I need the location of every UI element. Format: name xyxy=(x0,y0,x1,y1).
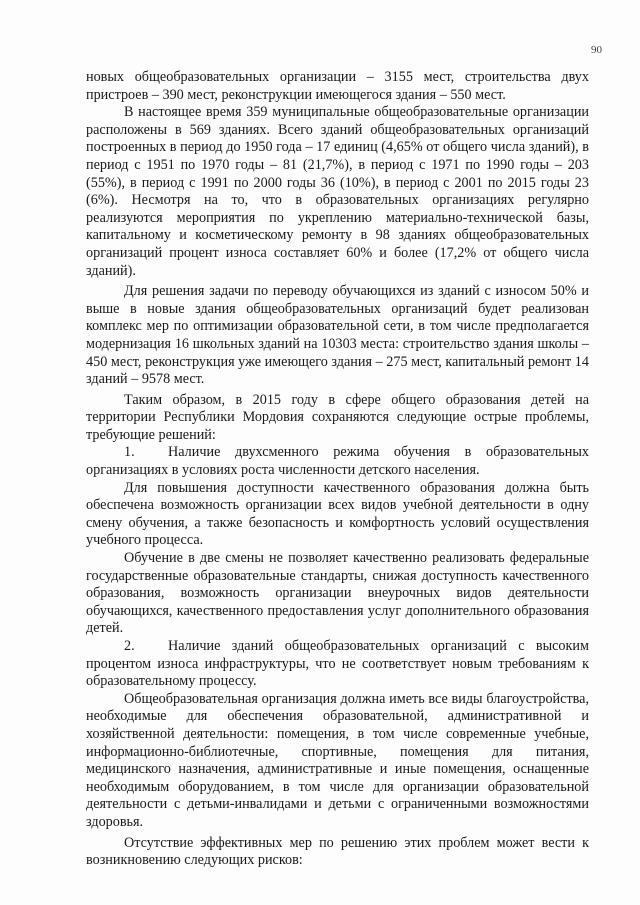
numbered-item-1-text: Наличие двухсменного режима обучения в образовательных организациях в условиях роста численности детского населения. xyxy=(86,444,589,479)
paragraph-accessibility: Для повышения доступности качественного образования должна быть обеспечена возможность организации всех видов учебной деятельности в одну смену обучения, а также безопасность и комфортность условий осуществления учебного процесса. xyxy=(86,479,589,549)
paragraph-problems-intro: Таким образом, в 2015 году в сфере общего образования детей на территории Республики Мордовия сохраняются следующие острые проблемы, требующие решений: xyxy=(86,391,589,443)
numbered-item-2-number: 2. xyxy=(124,638,135,654)
paragraph-continuation: новых общеобразовательных организации – 3155 мест, строительства двух пристроев – 390 мест, реконструкции имеющегося здания – 550 мест. xyxy=(86,69,589,103)
numbered-item-1-number: 1. xyxy=(124,444,135,461)
paragraph-requirements: Общеобразовательная организация должна иметь все виды благоустройства, необходимые для обеспечения образовательной, административной и хозяйственной деятельности: помещения, в том числе современные учебные, информационно-библиотечные, спортивные, помещения для питания, медицинского назначения, административные и иные помещения, оснащенные необходимым оборудованием, в том числе для организации образовательной деятельности с детьми-инвалидами и детьми с ограниченными возможностями здоровья. xyxy=(86,690,589,830)
numbered-item-2-text: Наличие зданий общеобразовательных организаций с высоким процентом износа инфраструктуры, что не соответствует новым требованиям к образовательному процессу. xyxy=(86,638,589,690)
paragraph-modernization: Для решения задачи по переводу обучающихся из зданий с износом 50% и выше в новые здания общеобразовательных организаций будет реализован комплекс мер по оптимизации образовательной сети, в том числе предполагается модернизация 16 школьных зданий на 10303 места: строительство здания школы – 450 мест, реконструкция уже имеющего здания – 275 мест, капитальный ремонт 14 зданий – 9578 мест. xyxy=(86,283,589,388)
page-number: 90 xyxy=(591,44,602,56)
numbered-item-2 xyxy=(86,638,589,691)
paragraph-buildings-statistics: В настоящее время 359 муниципальные общеобразовательные организации расположены в 569 зданиях. Всего зданий общеобразовательных организаций построенных в период до 1950 года – 17 единиц (4,65% от общего числа зданий), в период с 1951 по 1970 годы – 81 (21,7%), в период с 1971 по 1990 годы – 203 (55%), в период с 1991 по 2000 годы 36 (10%), в период с 2001 по 2015 годы 23 (6%). Несмотря на то, что в образовательных организациях регулярно реализуются мероприятия по укреплению материально-технической базы, капитальному и косметическому ремонту в 98 зданиях общеобразовательных организаций процент износа составляет 60% и более (17,2% от общего числа зданий). xyxy=(86,104,589,279)
paragraph-risks-intro: Отсутствие эффективных мер по решению этих проблем может вести к возникновению следующих рисков: xyxy=(86,834,589,869)
numbered-item-1 xyxy=(86,444,589,479)
paragraph-two-shifts: Обучение в две смены не позволяет качественно реализовать федеральные государственные образовательные стандарты, снижая доступность качественного образования, возможность организации внеурочных видов деятельности обучающихся, качественного предоставления услуг дополнительного образования детей. xyxy=(86,550,589,637)
document-body xyxy=(86,69,589,870)
